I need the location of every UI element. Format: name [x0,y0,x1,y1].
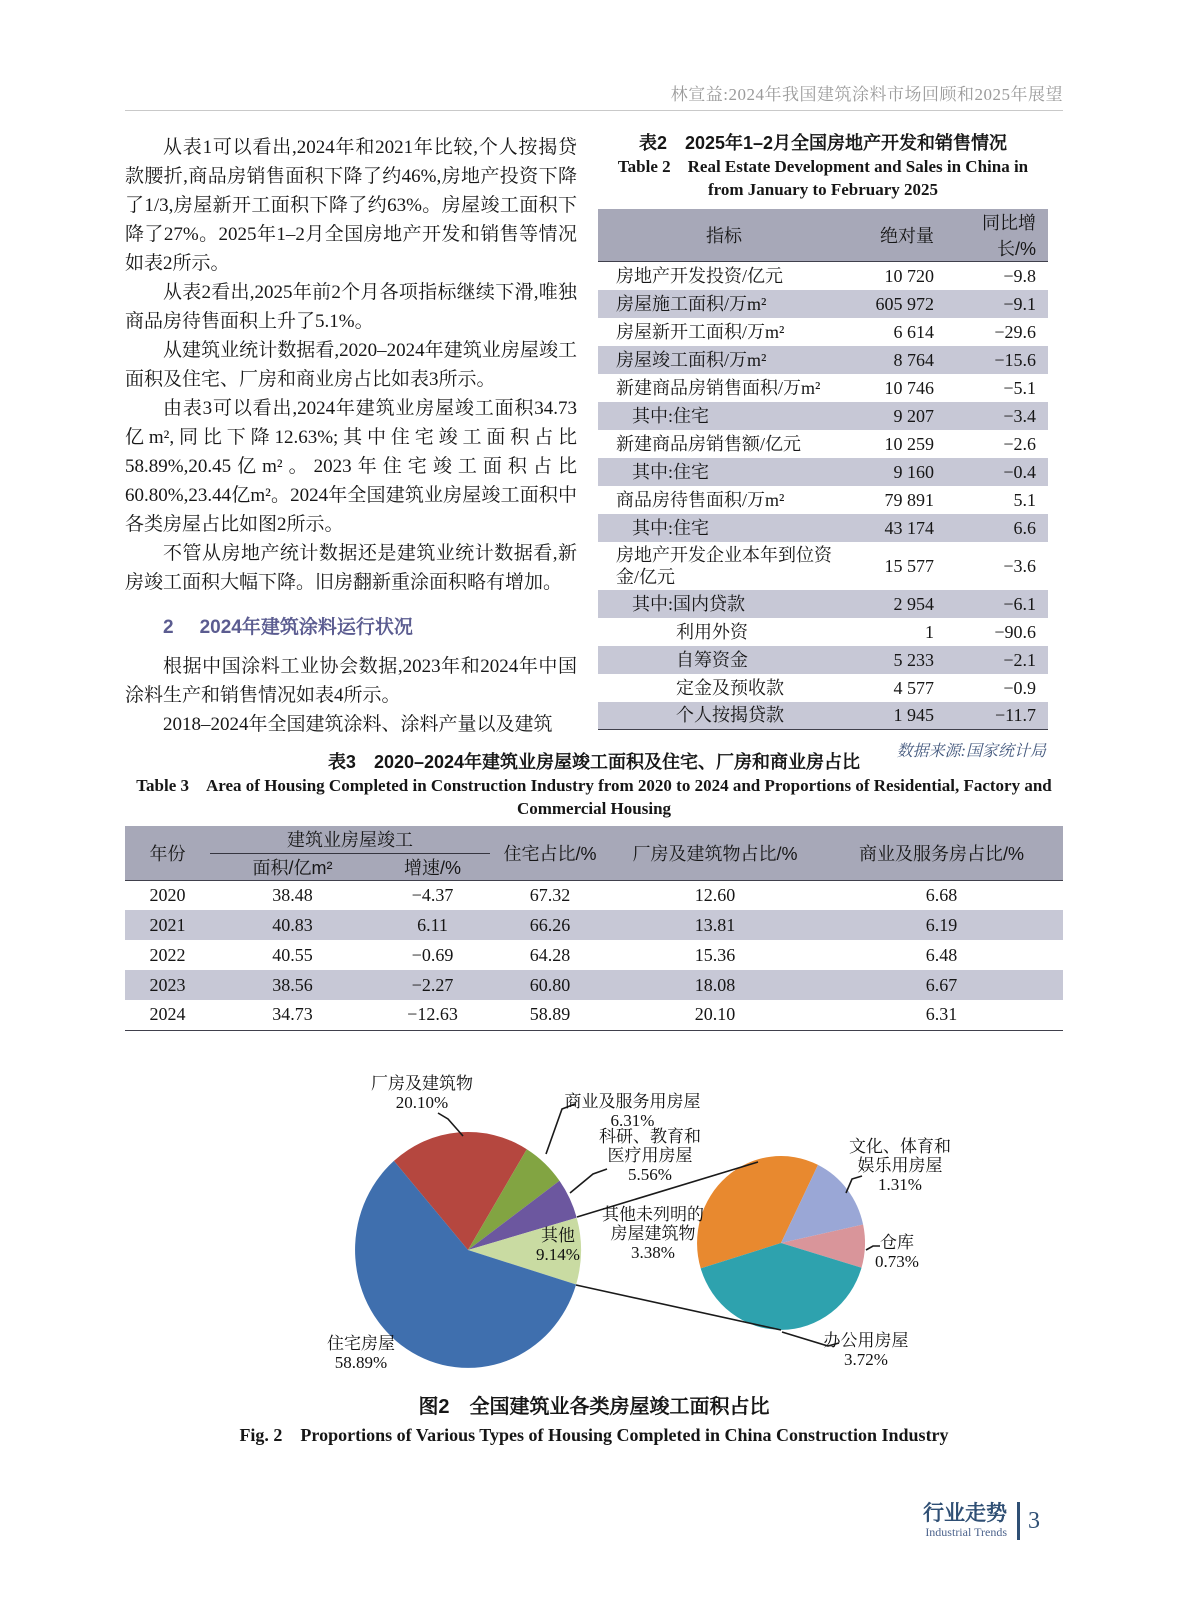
cell-area: 38.56 [272,974,313,995]
table-row [125,1000,1063,1030]
cell-label: 定金及预收款 [676,677,784,698]
cell-label: 商品房待售面积/万m² [616,489,785,510]
cell-label: 个人按揭贷款 [598,702,850,730]
cell-area: 38.48 [272,884,313,905]
table-row [125,970,1063,1000]
cell-growth: 6.6 [1013,517,1036,538]
cell-year: 2021 [149,914,186,935]
table-row [598,514,1048,542]
cell-factory: 12.60 [694,884,736,905]
body-paragraph-6: 根据中国涂料工业协会数据,2023年和2024年中国涂料生产和销售情况如表4所示。 [125,656,577,706]
col-completed-group: 建筑业房屋竣工 [210,826,490,853]
cell-value: 1 [925,621,934,642]
cell-residential: 60.80 [529,974,571,995]
table-row [598,430,1048,458]
col-area: 面积/亿m² [210,853,375,880]
col-growth: 增速/% [375,853,490,880]
cell-year: 2022 [149,944,186,965]
cell-label: 新建商品房销售额/亿元 [616,433,801,454]
footer-page-number: 3 [1028,1507,1040,1534]
cell-value: 5 233 [893,649,934,670]
table-row [125,910,1063,940]
cell-value: 15 577 [884,555,934,576]
table-row [598,402,1048,430]
col-indicator: 指标 [598,209,850,262]
cell-year: 2023 [149,974,186,995]
cell-commercial: 6.48 [925,944,958,965]
table2-block [598,131,1048,761]
cell-factory: 13.81 [694,914,736,935]
cell-label: 利用外资 [676,621,748,642]
figure2-caption-zh: 图2 全国建筑业各类房屋竣工面积占比 [418,1396,770,1418]
cell-growth: −3.4 [1003,405,1036,426]
col-residential-share: 住宅占比/% [490,826,610,880]
cell-label: 其中:住宅 [632,461,710,482]
table-row [598,262,1048,290]
cell-label: 其中:国内贷款 [632,593,746,614]
cell-value: 4 577 [893,677,934,698]
pie-label-other: 其他 9.14% [536,1226,580,1264]
cell-year: 2024 [125,1000,210,1030]
cell-label: 其中:住宅 [632,405,710,426]
table2-title-en-line2: from January to February 2025 [707,180,939,199]
cell-factory: 18.08 [694,974,736,995]
cell-value: 1 945 [850,702,948,730]
cell-residential: 58.89 [490,1000,610,1030]
running-header: 林宣益:2024年我国建筑涂料市场回顾和2025年展望 [670,85,1063,104]
body-paragraph-1: 从表1可以看出,2024年和2021年比较,个人按揭贷款腰折,商品房销售面积下降了约46%,房地产投资下降了1/3,房屋新开工面积下降了约63%。房屋竣工面积下降了27%。2025年1–2月全国房地产开发和销售等情况如表2所示。 [125,137,577,274]
table-row [125,940,1063,970]
col-factory-share: 厂房及建筑物占比/% [610,826,820,880]
table-row [598,646,1048,674]
cell-value: 8 764 [893,349,934,370]
cell-commercial: 6.68 [925,884,958,905]
table-header-row-1 [125,826,1063,853]
cell-growth: −0.9 [1003,677,1036,698]
cell-commercial: 6.19 [925,914,958,935]
cell-growth: −9.8 [1003,265,1036,286]
table-row [125,880,1063,910]
cell-growth: 6.11 [417,914,448,935]
section-number: 2 [163,617,174,638]
table3-block [125,750,1063,1031]
cell-value: 9 160 [893,461,934,482]
section-title: 2024年建筑涂料运行状况 [199,617,413,638]
cell-growth: −5.1 [1003,377,1036,398]
cell-value: 6 614 [893,321,934,342]
table-header-row [598,209,1048,262]
housing-completed-table [125,826,1063,1031]
table-row [598,346,1048,374]
cell-label: 房屋竣工面积/万m² [616,349,767,370]
cell-growth: −2.27 [411,974,454,995]
cell-commercial: 6.67 [925,974,958,995]
body-paragraph-5: 不管从房地产统计数据还是建筑业统计数据看,新房竣工面积大幅下降。旧房翻新重涂面积略有增加。 [125,543,577,593]
cell-residential: 67.32 [529,884,571,905]
table-row [598,458,1048,486]
cell-label: 自筹资金 [676,649,748,670]
cell-value: 10 720 [884,265,934,286]
table-row [598,486,1048,514]
cell-value: 43 174 [884,517,934,538]
cell-growth: −12.63 [375,1000,490,1030]
cell-residential: 66.26 [529,914,571,935]
cell-label: 房屋施工面积/万m² [616,293,767,314]
cell-growth: 5.1 [1013,489,1036,510]
table3-title-en-line1: Table 3 Area of Housing Completed in Construction Industry from 2020 to 2024 and Proportions of Residential, Factory and [136,776,1052,795]
cell-value: 605 972 [875,293,934,314]
table-row [598,702,1048,730]
article-left-column [125,133,577,739]
header-rule [125,110,1063,111]
body-paragraph-2: 从表2看出,2025年前2个月各项指标继续下滑,唯独商品房待售面积上升了5.1%。 [125,282,577,332]
cell-label: 房地产开发企业本年到位资金/亿元 [616,544,832,587]
pie-label-office: 办公用房屋 3.72% [823,1331,909,1369]
table3-title-en-line2: Commercial Housing [516,799,672,818]
cell-growth: −4.37 [411,884,454,905]
col-value: 绝对量 [850,209,948,262]
figure-leader-line [438,1113,463,1136]
cell-factory: 15.36 [694,944,736,965]
table-row [598,290,1048,318]
col-year: 年份 [125,826,210,880]
cell-growth: −3.6 [1003,555,1036,576]
table-row [598,674,1048,702]
table2-title-en-line1: Table 2 Real Estate Development and Sales in China in [617,157,1029,176]
cell-growth: −2.6 [1003,433,1036,454]
cell-growth: −2.1 [1003,649,1036,670]
col-commercial-share: 商业及服务房占比/% [820,826,1063,880]
table-row [598,374,1048,402]
cell-growth: −90.6 [994,621,1036,642]
cell-label: 房屋新开工面积/万m² [616,321,785,342]
cell-year: 2020 [149,884,186,905]
figure2-caption-en: Fig. 2 Proportions of Various Types of Housing Completed in China Construction Industry [239,1425,949,1445]
pie-label-commercial: 商业及服务用房屋 6.31% [564,1092,701,1130]
cell-label: 新建商品房销售面积/万m² [616,377,821,398]
table2-title-zh: 表2 2025年1–2月全国房地产开发和销售情况 [638,133,1008,153]
cell-value: 9 207 [893,405,934,426]
col-growth: 同比增长/% [948,209,1048,262]
cell-growth: −6.1 [1003,593,1036,614]
cell-residential: 64.28 [529,944,571,965]
body-paragraph-4: 由表3可以看出,2024年建筑业房屋竣工面积34.73亿m²,同比下降12.63%;其中住宅竣工面积占比58.89%,20.45亿m²。2023年住宅竣工面积占比60.80%,23.44亿m²。2024年全国建筑业房屋竣工面积中各类房屋占比如图2所示。 [125,398,577,535]
cell-commercial: 6.31 [820,1000,1063,1030]
cell-growth: −29.6 [994,321,1036,342]
body-paragraph-7: 2018–2024年全国建筑涂料、涂料产量以及建筑 [163,714,553,735]
cell-area: 40.83 [272,914,313,935]
cell-growth: −15.6 [994,349,1036,370]
pie-label-warehouse: 仓库 0.73% [875,1233,919,1271]
table-row [598,590,1048,618]
cell-label: 房地产开发投资/亿元 [616,265,784,286]
cell-value: 79 891 [884,489,934,510]
body-paragraph-3: 从建筑业统计数据看,2020–2024年建筑业房屋竣工面积及住宅、厂房和商业房占比如表3所示。 [125,340,577,390]
table-row [598,318,1048,346]
pie-label-unlisted: 其他未列明的 房屋建筑物 3.38% [602,1205,704,1262]
pie-label-residential: 住宅房屋 58.89% [327,1334,395,1372]
footer-divider [1017,1502,1020,1540]
table3-title-zh: 表3 2020–2024年建筑业房屋竣工面积及住宅、厂房和商业房占比 [327,752,861,772]
footer-section-zh: 行业走势 [923,1502,1007,1525]
cell-growth: −11.7 [948,702,1048,730]
cell-growth: −9.1 [1003,293,1036,314]
real-estate-table [598,209,1048,730]
cell-value: 10 259 [884,433,934,454]
data-source-note: 数据来源:国家统计局 [896,743,1046,760]
pie-label-culture: 文化、体育和 娱乐用房屋 1.31% [849,1137,951,1194]
page-footer [923,1502,1040,1540]
cell-area: 34.73 [210,1000,375,1030]
cell-value: 2 954 [893,593,934,614]
pie-label-research: 科研、教育和 医疗用房屋 5.56% [599,1127,701,1184]
cell-growth: −0.4 [1003,461,1036,482]
cell-growth: −0.69 [411,944,454,965]
section-heading [125,613,577,642]
table-row [598,618,1048,646]
table-row [598,542,1048,590]
cell-factory: 20.10 [610,1000,820,1030]
pie-label-factory: 厂房及建筑物 20.10% [371,1074,473,1112]
cell-value: 10 746 [884,377,934,398]
cell-area: 40.55 [272,944,313,965]
footer-section-en: Industrial Trends [925,1525,1007,1539]
cell-label: 其中:住宅 [632,517,710,538]
